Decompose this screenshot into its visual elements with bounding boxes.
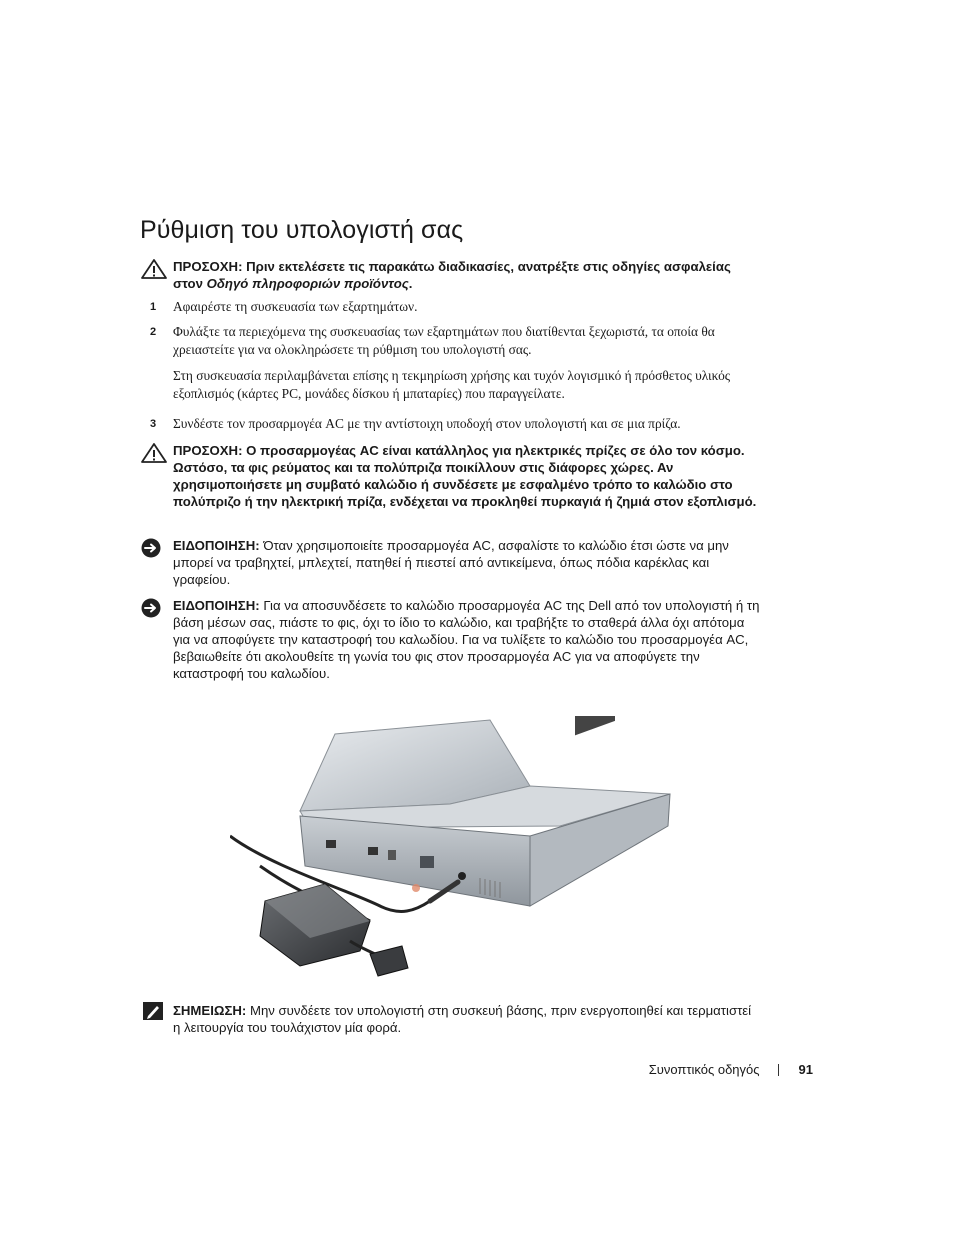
notice-block: [140, 597, 760, 682]
notice-label: ΕΙΔΟΠΟΙΗΣΗ:: [173, 538, 260, 553]
step-number: 2: [150, 326, 157, 338]
warning-triangle-icon: [140, 258, 168, 280]
caution-notice: [140, 258, 760, 292]
notice-block: [140, 537, 760, 588]
warning-triangle-icon: [140, 442, 168, 464]
caution-text: Ο προσαρμογέας AC είναι κατάλληλος για ηλεκτρικές πρίζες σε όλο τον κόσμο. Ωστόσο, τα φις ρεύματος και τα πολύπριζα ποικίλλουν στις διάφορες χώρες. Αν χρησιμοποιήσετε μη συμβατό καλώδιο ή συνδέσετε με εσφαλμένο τρόπο το καλώδιο στο πολύπριζο ή την ηλεκτρική πρίζα, ενδέχεται να προκληθεί πυρκαγιά ή ζημιά στον εξοπλισμό.: [173, 443, 757, 509]
notice-circle-icon: [140, 597, 164, 619]
caution-label: ΠΡΟΣΟΧΗ:: [173, 443, 243, 458]
step-number: 3: [150, 418, 157, 430]
laptop-ac-adapter-illustration: [230, 716, 690, 986]
step-text: Αφαιρέστε τη συσκευασία των εξαρτημάτων.: [173, 299, 418, 314]
caution-text: Πριν εκτελέσετε τις παρακάτω διαδικασίες, ανατρέξτε στις οδηγίες ασφαλείας στον: [173, 259, 731, 291]
note-label: ΣΗΜΕΙΩΣΗ:: [173, 1003, 247, 1018]
step-item: [150, 415, 760, 433]
page-number: 91: [798, 1062, 813, 1077]
note-text: Μην συνδέετε τον υπολογιστή στη συσκευή βάσης, πριν ενεργοποιηθεί και τερματιστεί η λειτουργία του τουλάχιστον μία φορά.: [173, 1003, 752, 1035]
step-item: [150, 323, 760, 403]
notice-circle-icon: [140, 537, 164, 559]
notice-text: Για να αποσυνδέσετε το καλώδιο προσαρμογέα AC της Dell από τον υπολογιστή ή τη βάση μέσων σας, πιάστε το φις, όχι το ίδιο το καλώδιο, και τραβήξτε το σταθερά άλλα όχι απότομα για να αποφύγετε την καταστροφή του καλωδίου. Για να τυλίξετε το καλώδιο του προσαρμογέα AC, βεβαιωθείτε ότι ακολουθείτε τη γωνία του φις στον προσαρμογέα AC για να αποφύγετε την καταστροφή του καλωδίου.: [173, 598, 760, 681]
note-block: [140, 1002, 760, 1036]
notice-text: Όταν χρησιμοποιείτε προσαρμογέα AC, ασφαλίστε το καλώδιο έτσι ώστε να μην μπορεί να τραβηχτεί, μπλεχτεί, πατηθεί ή πιεστεί από αντικείμενα, όπως πόδια καρέκλας και γραφείου.: [173, 538, 729, 587]
page-footer: [649, 1062, 813, 1077]
page-title: Ρύθμιση του υπολογιστή σας: [140, 216, 464, 244]
caution-text-end: .: [408, 276, 413, 291]
step-text: Φυλάξτε τα περιεχόμενα της συσκευασίας των εξαρτημάτων που διατίθενται ξεχωριστά, τα οποία θα χρειαστείτε για να ολοκληρώσετε τη ρύθμιση του υπολογιστή σας.: [173, 324, 715, 357]
steps-list: [150, 298, 760, 433]
caution-italic-ref: Οδηγό πληροφοριών προϊόντος: [206, 276, 409, 291]
footer-divider: [778, 1064, 779, 1076]
caution-notice: [140, 442, 760, 510]
notice-label: ΕΙΔΟΠΟΙΗΣΗ:: [173, 598, 260, 613]
note-pencil-icon: [142, 1001, 166, 1021]
footer-section-title: Συνοπτικός οδηγός: [648, 1062, 760, 1077]
step-item: [150, 298, 760, 316]
caution-label: ΠΡΟΣΟΧΗ:: [173, 259, 243, 274]
ac-plug: [370, 946, 408, 976]
step-number: 1: [150, 301, 157, 313]
step-subtext: Στη συσκευασία περιλαμβάνεται επίσης η τεκμηρίωση χρήσης και τυχόν λογισμικό ή πρόσθετος υλικός εξοπλισμός (κάρτες PC, μονάδες δίσκου ή μπαταρίες) που παραγγείλατε.: [173, 368, 731, 401]
step-text: Συνδέστε τον προσαρμογέα AC με την αντίστοιχη υποδοχή στον υπολογιστή και σε μια πρίζα.: [173, 416, 681, 431]
